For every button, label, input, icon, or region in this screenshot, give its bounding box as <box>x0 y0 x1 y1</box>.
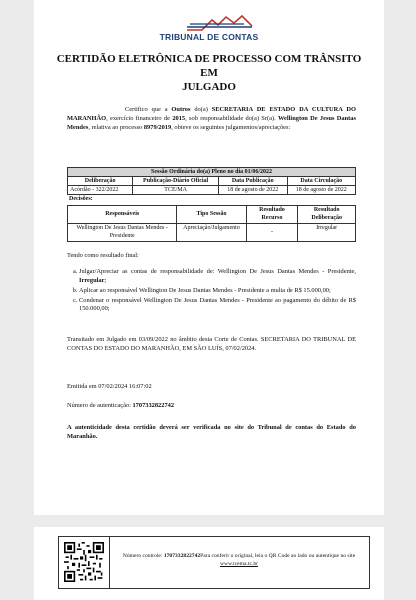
title-line-1: CERTIDÃO ELETRÔNICA DE PROCESSO COM TRÂNSITO EM <box>56 53 362 79</box>
intro-type: Outros <box>171 106 191 113</box>
control-label: Número controle: <box>122 553 164 559</box>
column-header: Tipo Sessão <box>177 206 246 224</box>
intro-text: , relativa ao processo <box>88 123 144 131</box>
table-cell: - <box>246 224 298 242</box>
list-item <box>79 268 356 285</box>
footer-page <box>34 527 384 600</box>
intro-text: Certifico que a <box>125 106 172 113</box>
verification-site-link[interactable]: www.tcema.tc.br <box>219 561 258 567</box>
emission-date: Emitida em 07/02/2024 16:07:02 <box>67 383 152 390</box>
process-table <box>67 167 356 195</box>
verification-box <box>58 536 370 589</box>
page-title <box>54 52 364 94</box>
decisions-table <box>67 205 356 242</box>
column-header: Deliberação <box>68 177 133 186</box>
list-item: c. Condenar o responsável Wellington De Jesus Dantas Mendes - Presidente ao pagamento do débito de R$ 150.000,00; <box>79 297 356 314</box>
table-cell: Wellington De Jesus Dantas Mendes - Presidente <box>68 224 177 242</box>
session-header: Sessão Ordinária do(a) Pleno no dia 01/06/2022 <box>68 168 356 177</box>
item-text: Julgar/Apreciar as contas de responsabilidade de: Wellington De Jesus Dantas Mendes - Presidente, <box>79 268 356 275</box>
certificate-page <box>34 0 384 515</box>
footer-divider <box>109 537 110 588</box>
intro-paragraph <box>67 106 356 132</box>
result-list <box>67 268 356 315</box>
intro-entity: SECRETARIA DE ESTADO DA CULTURA DO MARANHÃO <box>67 106 357 122</box>
transit-paragraph: Transitado em Julgado em 03/09/2022 no âmbito desta Corte de Contas. SECRETARIA DO TRIBUNAL DE CONTAS DO ESTADO DO MARANHÃO, EM SÃO LUÍS, 07/02/2024. <box>67 336 356 352</box>
authentication-number <box>67 402 356 411</box>
tribunal-logo <box>34 14 384 44</box>
table-cell: 18 de agosto de 2022 <box>219 186 287 195</box>
column-header: Data Publicação <box>219 177 287 186</box>
intro-text: , exercício financeiro de <box>106 114 173 122</box>
intro-text: , sob responsabilidade do(a) Sr(a). <box>185 114 278 122</box>
intro-process-number: 8979/2019 <box>143 123 172 131</box>
verification-text <box>113 552 365 568</box>
intro-text: do(a) <box>190 106 212 113</box>
title-line-2: JULGADO <box>182 81 236 93</box>
column-header: Responsáveis <box>68 206 177 224</box>
column-header: Resultado Recurso <box>246 206 298 224</box>
table-cell: 18 de agosto de 2022 <box>287 186 356 195</box>
control-number: 1707332822742 <box>163 553 201 559</box>
intro-year: 2015 <box>172 114 186 122</box>
auth-number: 1707332822742 <box>132 402 175 409</box>
logo-mark-icon <box>182 14 302 32</box>
intro-text: , obteve os seguintes julgamentos/apreciações: <box>171 123 291 131</box>
table-cell: Acórdão - 322/2022 <box>68 186 133 195</box>
intro-responsible: Wellington De Jesus Dantas Mendes <box>67 114 356 131</box>
final-result-label: Tendo como resultado final: <box>67 252 139 259</box>
decisions-label: Decisões: <box>69 196 93 202</box>
item-text: ; <box>104 276 107 284</box>
item-verdict: Irregular <box>79 276 105 284</box>
auth-label: Número de autenticação: <box>67 402 133 409</box>
verification-instructions: Para conferir o original, leia o QR Code ao lado ou autentique no site <box>200 553 356 559</box>
list-item: b. Aplicar ao responsável Wellington De Jesus Dantas Mendes - Presidente a multa de R$ 15.000,00; <box>79 287 356 296</box>
table-cell: Apreciação/Julgamento <box>177 224 246 242</box>
authenticity-warning: A autenticidade desta certidão deverá ser verificada no site do Tribunal de contas do Estado do Maranhão. <box>67 424 356 440</box>
column-header: Resultado Deliberação <box>298 206 356 224</box>
column-header: Data Circulação <box>287 177 356 186</box>
qr-code-icon[interactable] <box>64 542 104 582</box>
table-cell: TCE/MA <box>133 186 219 195</box>
table-cell: Irregular <box>298 224 356 242</box>
column-header: Publicação-Diário Oficial <box>133 177 219 186</box>
logo-text: TRIBUNAL DE CONTAS <box>159 32 259 42</box>
